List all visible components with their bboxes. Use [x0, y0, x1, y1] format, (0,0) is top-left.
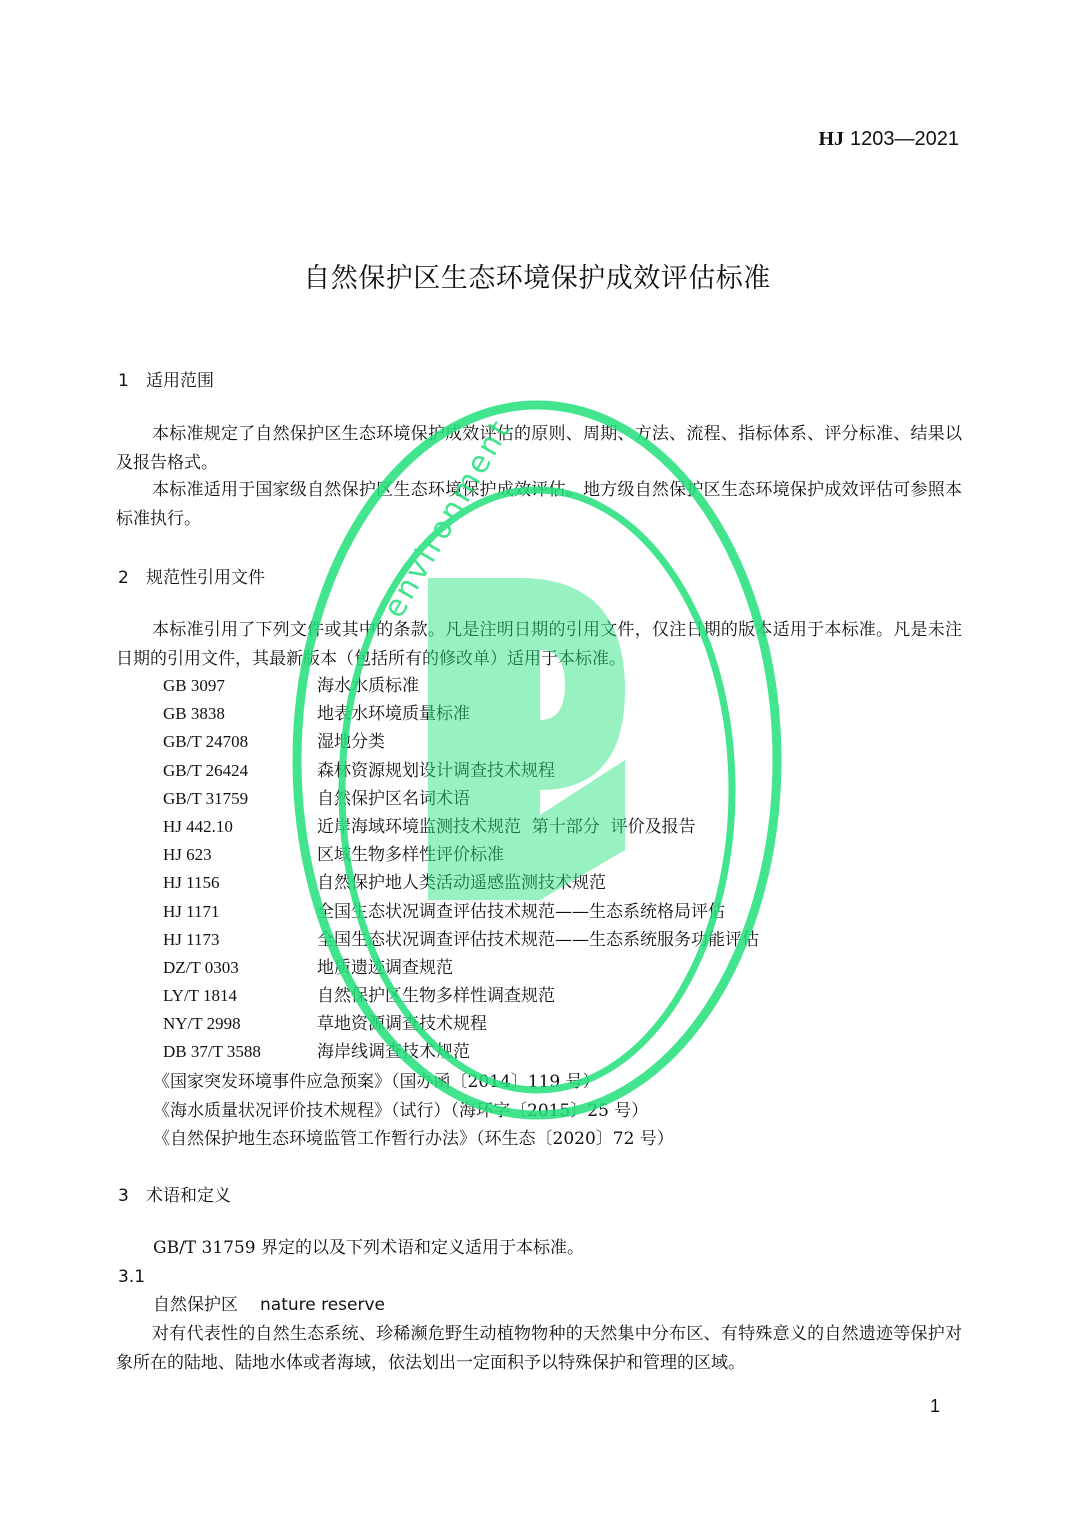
reference-name: 地表水环境质量标准 — [317, 704, 470, 725]
reference-code: DB 37/T 3588 — [163, 1042, 261, 1062]
reference-item — [163, 869, 759, 897]
reference-item — [163, 672, 759, 700]
watermark-text: environment — [376, 412, 519, 624]
reference-name: 草地资源调查技术规程 — [317, 1014, 487, 1035]
reference-code: NY/T 2998 — [163, 1014, 241, 1034]
reference-code: GB/T 26424 — [163, 760, 249, 780]
section-2-heading — [118, 563, 265, 588]
reference-name: 森林资源规划设计调查技术规程 — [317, 760, 555, 781]
reference-code: DZ/T 0303 — [163, 957, 239, 977]
paragraph: 本标准引用了下列文件或其中的条款。凡是注明日期的引用文件，仅注日期的版本适用于本标准。凡是未注日期的引用文件，其最新版本（包括所有的修改单）适用于本标准。 — [116, 620, 962, 669]
standard-prefix: HJ — [818, 128, 845, 150]
document-item: 《自然保护地生态环境监管工作暂行办法》（环生态〔2020〕72 号） — [153, 1129, 674, 1149]
term-chinese: 自然保护区 — [153, 1295, 238, 1315]
reference-item — [163, 728, 759, 756]
section-number: 3 — [118, 1186, 129, 1206]
section-title: 术语和定义 — [146, 1186, 231, 1206]
section-title: 规范性引用文件 — [146, 568, 265, 588]
reference-item — [163, 982, 759, 1010]
reference-item — [163, 898, 759, 926]
document-item: 《国家突发环境事件应急预案》（国办函〔2014〕119 号） — [153, 1072, 600, 1092]
reference-code: HJ 442.10 — [163, 816, 233, 836]
document-title: 自然保护区生态环境保护成效评估标准 — [303, 263, 771, 294]
reference-code: HJ 623 — [163, 845, 212, 865]
reference-name: 近岸海域环境监测技术规范 第十部分 评价及报告 — [317, 816, 696, 837]
reference-name: 全国生态状况调查评估技术规范——生态系统服务功能评估 — [317, 929, 759, 950]
reference-code: HJ 1171 — [163, 901, 220, 921]
reference-code: HJ 1156 — [163, 873, 220, 893]
reference-item — [163, 926, 759, 954]
reference-item — [163, 757, 759, 785]
section-3-heading — [118, 1181, 231, 1206]
standard-number: 1203—2021 — [850, 128, 959, 150]
section-number: 1 — [118, 371, 129, 391]
reference-item — [163, 785, 759, 813]
term-heading — [153, 1291, 385, 1319]
reference-name: 海岸线调查技术规范 — [317, 1042, 470, 1063]
reference-name: 自然保护区生物多样性调查规范 — [317, 986, 555, 1007]
document-list — [153, 1068, 674, 1154]
reference-code: GB 3838 — [163, 704, 225, 724]
reference-item — [163, 700, 759, 728]
reference-item — [163, 841, 759, 869]
term-english: nature reserve — [260, 1295, 386, 1315]
page-number: 1 — [929, 1396, 940, 1416]
document-item: 《海水质量状况评价技术规程》（试行）（海环字〔2015〕25 号） — [153, 1100, 649, 1121]
term-number: 3.1 — [118, 1267, 146, 1287]
reference-name: 自然保护区名词术语 — [317, 788, 470, 809]
reference-list — [163, 672, 759, 1067]
section-1-heading — [118, 366, 214, 391]
reference-code: GB/T 31759 — [163, 788, 249, 808]
reference-name: 地质遗迹调查规范 — [317, 957, 453, 978]
reference-item — [163, 1038, 759, 1066]
reference-name: 海水水质标准 — [317, 676, 419, 696]
reference-name: 全国生态状况调查评估技术规范——生态系统格局评估 — [317, 901, 725, 922]
reference-code: GB/T 24708 — [163, 732, 249, 752]
section-number: 2 — [118, 568, 129, 588]
reference-code: GB 3097 — [163, 676, 225, 695]
reference-name: 自然保护地人类活动遥感监测技术规范 — [317, 873, 606, 894]
standard-code — [818, 128, 959, 151]
paragraph: 本标准规定了自然保护区生态环境保护成效评估的原则、周期、方法、流程、指标体系、评分标准、结果以及报告格式。 — [116, 424, 962, 473]
reference-item — [163, 954, 759, 982]
paragraph: 本标准适用于国家级自然保护区生态环境保护成效评估。地方级自然保护区生态环境保护成效评估可参照本标准执行。 — [116, 480, 962, 529]
paragraph: GB/T 31759 界定的以及下列术语和定义适用于本标准。 — [153, 1238, 585, 1258]
reference-item — [163, 813, 759, 841]
reference-code: LY/T 1814 — [163, 986, 238, 1006]
reference-name: 区域生物多样性评价标准 — [317, 845, 504, 866]
reference-item — [163, 1010, 759, 1038]
term-definition: 对有代表性的自然生态系统、珍稀濒危野生动植物物种的天然集中分布区、有特殊意义的自然遗迹等保护对象所在的陆地、陆地水体或者海域，依法划出一定面积予以特殊保护和管理的区域。 — [116, 1324, 962, 1373]
reference-code: HJ 1173 — [163, 929, 220, 949]
reference-name: 湿地分类 — [317, 732, 385, 753]
section-title: 适用范围 — [146, 371, 214, 391]
